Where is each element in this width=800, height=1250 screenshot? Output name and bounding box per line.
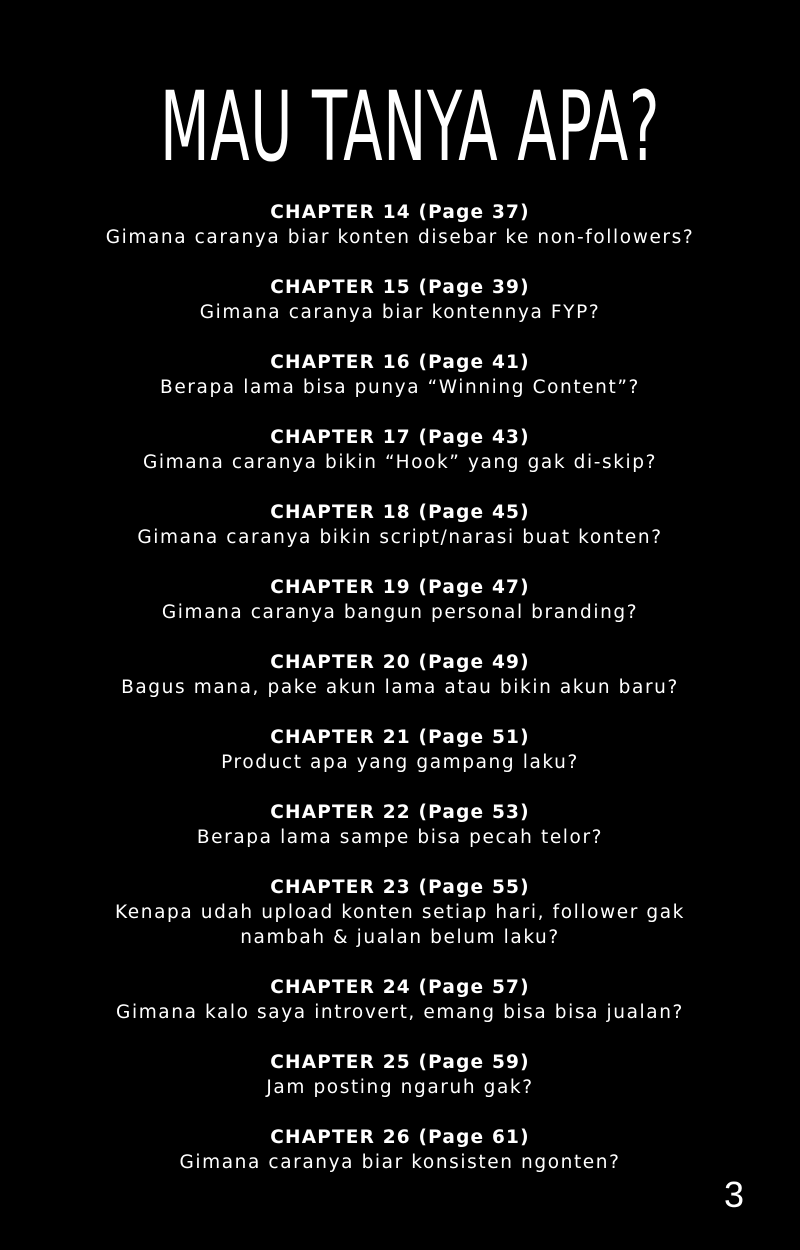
chapter-heading: CHAPTER 21 (Page 51) xyxy=(270,727,530,748)
chapter-entry-26 xyxy=(0,1125,800,1175)
chapter-question: Gimana kalo saya introvert, emang bisa bisa jualan? xyxy=(116,1002,684,1023)
chapter-entry-25 xyxy=(0,1050,800,1100)
chapter-entry-16 xyxy=(0,350,800,400)
chapter-question: Berapa lama sampe bisa pecah telor? xyxy=(196,827,604,848)
page-number: 3 xyxy=(723,1174,744,1215)
chapter-question: Kenapa udah upload konten setiap hari, follower gak nambah & jualan belum laku? xyxy=(114,902,686,948)
chapter-heading: CHAPTER 26 (Page 61) xyxy=(270,1127,530,1148)
chapter-question: Gimana caranya bikin “Hook” yang gak di-skip? xyxy=(142,452,658,473)
chapter-list xyxy=(0,200,800,1200)
chapter-question: Gimana caranya biar konsisten ngonten? xyxy=(179,1152,621,1173)
chapter-entry-17 xyxy=(0,425,800,475)
chapter-entry-14 xyxy=(0,200,800,250)
chapter-heading: CHAPTER 16 (Page 41) xyxy=(270,352,530,373)
chapter-entry-24 xyxy=(0,975,800,1025)
chapter-question: Product apa yang gampang laku? xyxy=(221,752,579,773)
chapter-entry-18 xyxy=(0,500,800,550)
chapter-question: Berapa lama bisa punya “Winning Content”? xyxy=(160,377,640,398)
chapter-question: Gimana caranya biar kontennya FYP? xyxy=(199,302,601,323)
chapter-heading: CHAPTER 17 (Page 43) xyxy=(270,427,530,448)
chapter-entry-20 xyxy=(0,650,800,700)
chapter-question: Gimana caranya bikin script/narasi buat konten? xyxy=(137,527,663,548)
chapter-entry-21 xyxy=(0,725,800,775)
chapter-question: Gimana caranya bangun personal branding? xyxy=(161,602,639,623)
chapter-question: Gimana caranya biar konten disebar ke non-followers? xyxy=(105,227,695,248)
chapter-heading: CHAPTER 20 (Page 49) xyxy=(270,652,530,673)
chapter-entry-22 xyxy=(0,800,800,850)
page-title: MAU TANYA APA? xyxy=(159,71,661,183)
chapter-heading: CHAPTER 24 (Page 57) xyxy=(270,977,530,998)
chapter-heading: CHAPTER 15 (Page 39) xyxy=(270,277,530,298)
chapter-heading: CHAPTER 19 (Page 47) xyxy=(270,577,530,598)
chapter-entry-23 xyxy=(0,875,800,950)
chapter-question: Bagus mana, pake akun lama atau bikin akun baru? xyxy=(121,677,679,698)
chapter-question: Jam posting ngaruh gak? xyxy=(266,1077,534,1098)
chapter-heading: CHAPTER 22 (Page 53) xyxy=(270,802,530,823)
chapter-entry-19 xyxy=(0,575,800,625)
chapter-heading: CHAPTER 14 (Page 37) xyxy=(270,202,530,223)
chapter-heading: CHAPTER 18 (Page 45) xyxy=(270,502,530,523)
chapter-heading: CHAPTER 25 (Page 59) xyxy=(270,1052,530,1073)
chapter-heading: CHAPTER 23 (Page 55) xyxy=(270,877,530,898)
chapter-entry-15 xyxy=(0,275,800,325)
